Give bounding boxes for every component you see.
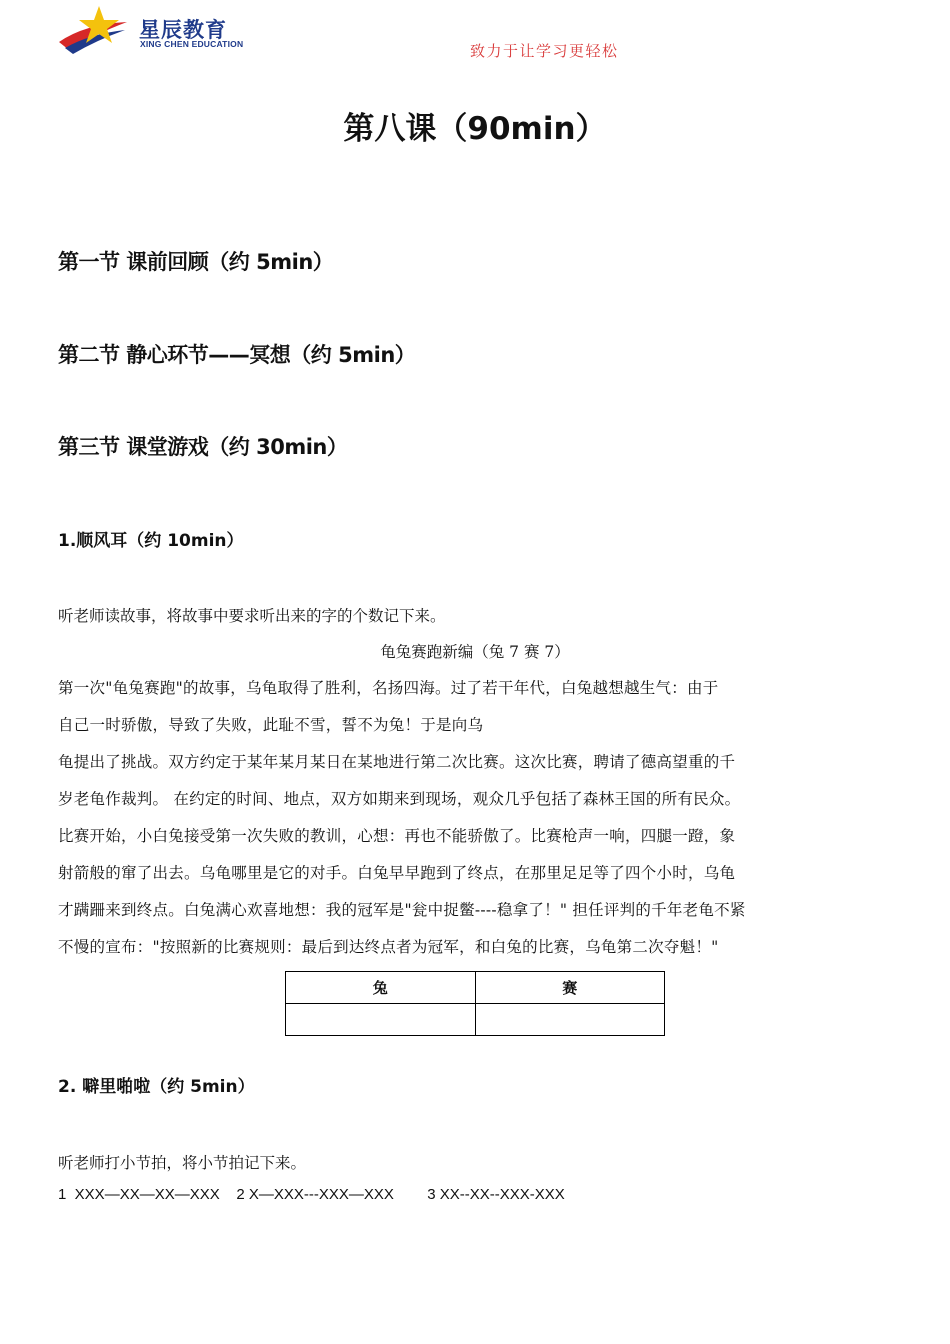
rhythm-patterns: 1 XXX—XX—XX—XXX 2 X—XXX---XXX—XXX 3 XX--XX--XXX-XXX (58, 1186, 565, 1203)
section-heading-2: 第二节 静心环节——冥想（约 5min） (58, 343, 416, 367)
answer-cell-rabbit[interactable] (286, 1004, 476, 1036)
activity-1-instruction: 听老师读故事，将故事中要求听出来的字的个数记下来。 (58, 607, 446, 625)
section-heading-1: 第一节 课前回顾（约 5min） (58, 250, 334, 274)
story-line: 才蹒跚来到终点。白兔满心欢喜地想：我的冠军是"瓮中捉鳖----稳拿了！" 担任评判的千年老龟不紧 (58, 901, 746, 919)
slogan: 致力于让学习更轻松 (470, 42, 619, 60)
story-line: 龟提出了挑战。双方约定于某年某月某日在某地进行第二次比赛。这次比赛，聘请了德高望重的千 (58, 753, 736, 771)
story-text (58, 670, 894, 966)
logo (55, 2, 285, 57)
story-line: 比赛开始，小白兔接受第一次失败的教训，心想：再也不能骄傲了。比赛枪声一响，四腿一蹬，象 (58, 827, 736, 845)
page-header (55, 2, 895, 62)
answer-table (285, 971, 665, 1036)
story-line: 岁老龟作裁判。 在约定的时间、地点，双方如期来到现场，观众几乎包括了森林王国的所有民众。 (58, 790, 741, 808)
story-title: 龟兔赛跑新编（兔 7 赛 7） (380, 643, 570, 661)
answer-cell-race[interactable] (475, 1004, 665, 1036)
table-header-rabbit: 兔 (286, 972, 476, 1004)
page-title: 第八课（90min） (343, 111, 607, 147)
activity-2-instruction: 听老师打小节拍，将小节拍记下来。 (58, 1154, 307, 1172)
activity-2-heading: 2. 噼里啪啦（约 5min） (58, 1077, 255, 1097)
section-heading-3: 第三节 课堂游戏（约 30min） (58, 435, 348, 459)
story-line: 第一次"龟兔赛跑"的故事，乌龟取得了胜利，名扬四海。过了若干年代，白兔越想越生气：由于 (58, 679, 719, 697)
activity-1-heading: 1.顺风耳（约 10min） (58, 531, 244, 551)
story-line: 自己一时骄傲，导致了失败，此耻不雪，誓不为兔！于是向乌 (58, 716, 484, 734)
story-line: 不慢的宣布："按照新的比赛规则：最后到达终点者为冠军，和白兔的比赛，乌龟第二次夺魁！" (58, 938, 719, 956)
star-logo-icon (55, 4, 135, 56)
story-line: 射箭般的窜了出去。乌龟哪里是它的对手。白兔早早跑到了终点，在那里足足等了四个小时，乌龟 (58, 864, 736, 882)
logo-cn-text: 星辰教育 (139, 18, 227, 42)
logo-en-text: XING CHEN EDUCATION (140, 39, 244, 49)
table-header-race: 赛 (475, 972, 665, 1004)
